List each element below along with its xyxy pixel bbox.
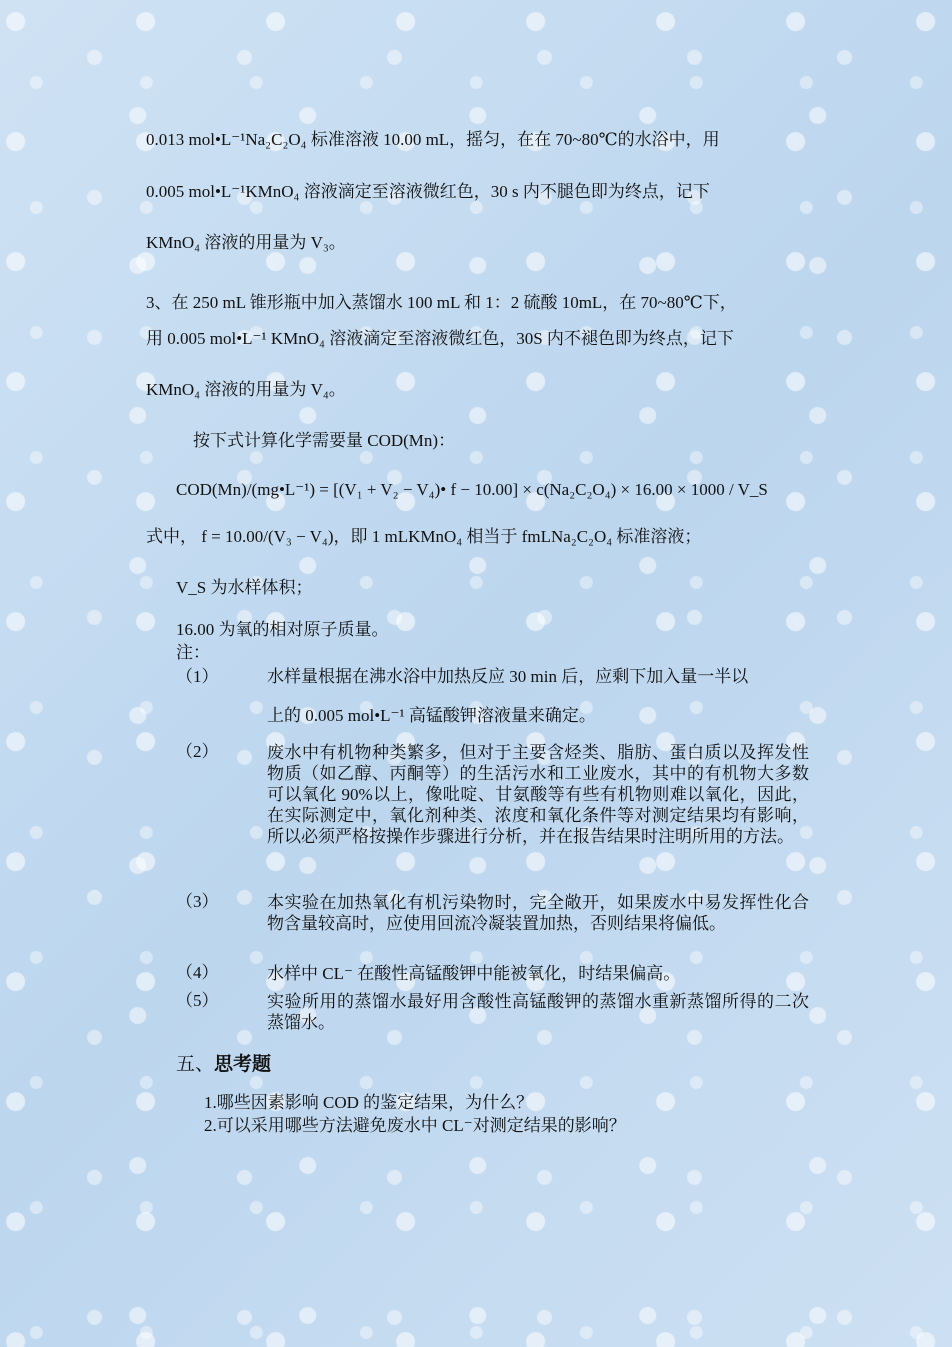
paragraph-line: 3、在 250 mL 锥形瓶中加入蒸馏水 100 mL 和 1：2 硫酸 10mL，在 70~80℃下， <box>146 293 737 312</box>
note-number: （2） <box>176 742 219 761</box>
paragraph-line: 0.013 mol•L⁻¹Na₂C₂O₄ 标准溶液 10.00 mL，摇匀，在在 70~80℃的水浴中，用 <box>146 130 720 149</box>
note-number: （1） <box>176 667 219 686</box>
section-title: 思考题 <box>214 1053 272 1075</box>
calc-intro: 按下式计算化学需要量 COD(Mn)： <box>193 431 456 450</box>
paragraph-line: 0.005 mol•L⁻¹KMnO₄ 溶液滴定至溶液微红色，30 s 内不腿色即为终点，记下 <box>146 182 710 201</box>
note-number: （5） <box>176 991 219 1010</box>
note-text-cont: 上的 0.005 mol•L⁻¹ 高锰酸钾溶液量来确定。 <box>267 706 596 725</box>
note-text: 水样量根据在沸水浴中加热反应 30 min 后，应剩下加入量一半以 <box>267 667 749 686</box>
paragraph-line: KMnO₄ 溶液的用量为 V₄。 <box>146 380 346 399</box>
question-2: 2.可以采用哪些方法避免废水中 CL⁻对测定结果的影响？ <box>204 1116 626 1135</box>
note-text: 实验所用的蒸馏水最好用含酸性高锰酸钾的蒸馏水重新蒸馏所得的二次蒸馏水。 <box>267 992 809 1032</box>
note-number: （4） <box>176 963 219 982</box>
note-label: 注： <box>176 643 210 662</box>
vs-line: V_S 为水样体积； <box>176 578 313 597</box>
note-text: 水样中 CL⁻ 在酸性高锰酸钾中能被氧化，时结果偏高。 <box>267 964 681 983</box>
paragraph-line: KMnO₄ 溶液的用量为 V₃。 <box>146 233 346 252</box>
oxygen-line: 16.00 为氧的相对原子质量。 <box>176 620 389 639</box>
note-number: （3） <box>176 892 219 911</box>
paragraph-line: 用 0.005 mol•L⁻¹ KMnO₄ 溶液滴定至溶液微红色，30S 内不褪色即为终点，记下 <box>146 329 734 348</box>
section-prefix: 五、 <box>176 1054 215 1075</box>
note-text: 废水中有机物种类繁多，但对于主要含烃类、脂肪、蛋白质以及挥发性物质（如乙醇、丙酮等）的生活污水和工业废水，其中的有机物大多数可以氧化 90%以上，像吡啶、甘氨酸等有些有机物则难以氧化，因此，在实际测定中，氧化剂种类、浓度和氧化条件等对测定结果均有影响，所以必须严格按操作步骤进行分析，并在报告结果时注明所用的方法。 <box>267 743 809 846</box>
section-heading <box>176 1053 271 1076</box>
question-1: 1.哪些因素影响 COD 的鉴定结果，为什么？ <box>204 1093 534 1112</box>
note-text: 本实验在加热氧化有机污染物时，完全敞开，如果废水中易发挥性化合物含量较高时，应使用回流冷凝装置加热，否则结果将偏低。 <box>267 893 809 933</box>
where-line: 式中， f = 10.00/(V₃ − V₄)，即 1 mLKMnO₄ 相当于 fmLNa₂C₂O₄ 标准溶液； <box>146 527 702 546</box>
cod-formula: COD(Mn)/(mg•L⁻¹) = [(V₁ + V₂ − V₄)• f − 10.00] × c(Na₂C₂O₄) × 16.00 × 1000 / V_S <box>176 480 768 499</box>
